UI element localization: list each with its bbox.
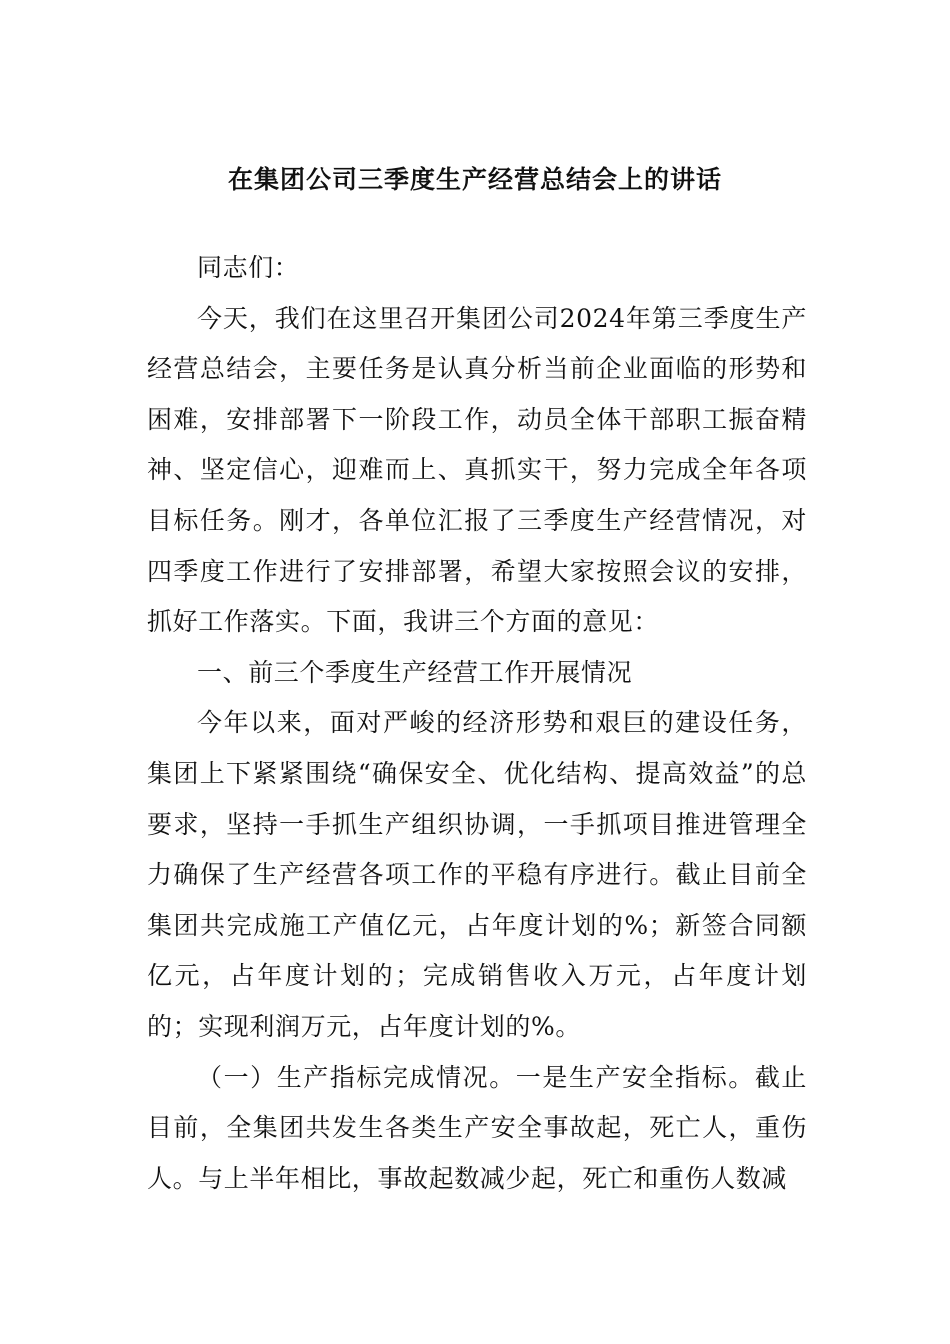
section-heading: 一、前三个季度生产经营工作开展情况 [197, 657, 633, 687]
document-body [147, 243, 807, 1204]
greeting: 同志们： [197, 253, 300, 282]
paragraph-intro: 今天，我们在这里召开集团公司2024年第三季度生产经营总结会，主要任务是认真分析当前企业面临的形势和困难，安排部署下一阶段工作，动员全体干部职工振奋精神、坚定信心，迎难而上、真抓实干，努力完成全年各项目标任务。刚才，各单位汇报了三季度生产经营情况，对四季度工作进行了安排部署，希望大家按照会议的安排，抓好工作落实。下面，我讲三个方面的意见： [147, 303, 807, 637]
paragraph-production-indicators: （一）生产指标完成情况。一是生产安全指标。截止目前，全集团共发生各类生产安全事故起，死亡人，重伤人。与上半年相比，事故起数减少起，死亡和重伤人数减 [147, 1062, 807, 1193]
document-title: 在集团公司三季度生产经营总结会上的讲话 [227, 165, 722, 194]
paragraph-overview: 今年以来，面对严峻的经济形势和艰巨的建设任务，集团上下紧紧围绕“确保安全、优化结构、提高效益”的总要求，坚持一手抓生产组织协调，一手抓项目推进管理全力确保了生产经营各项工作的平稳有序进行。截止目前全集团共完成施工产值亿元，占年度计划的%；新签合同额亿元，占年度计划的；完成销售收入万元，占年度计划的；实现利润万元，占年度计划的%。 [147, 708, 807, 1041]
